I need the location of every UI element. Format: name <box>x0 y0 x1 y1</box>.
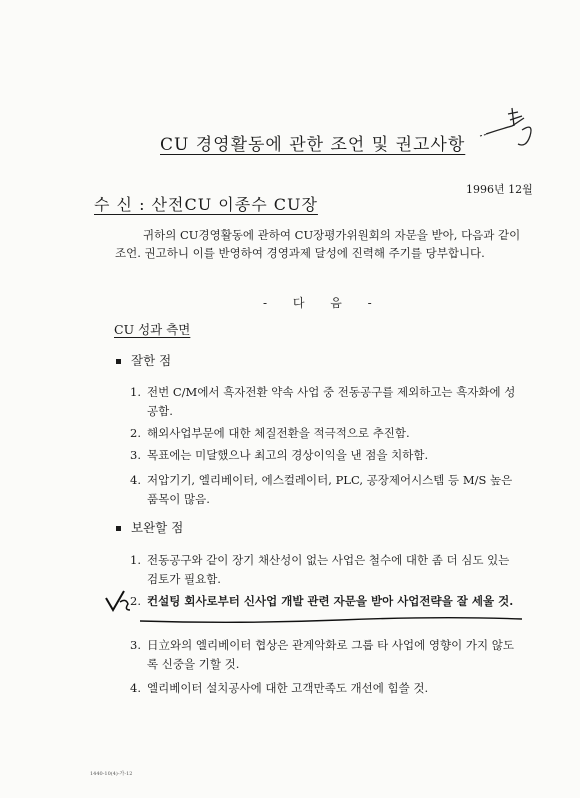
list-item <box>130 551 520 589</box>
damum-heading: - 다 음 - <box>263 296 374 310</box>
item-number: 1. <box>130 553 141 567</box>
list-item <box>130 471 520 509</box>
item-text: 엘리베이터 설치공사에 대한 고객만족도 개선에 힘쓸 것. <box>147 681 429 695</box>
document-title: CU 경영활동에 관한 조언 및 권고사항 <box>160 135 466 155</box>
improvements-heading <box>116 518 183 536</box>
item-number: 3. <box>130 448 141 462</box>
item-number: 4. <box>130 681 141 695</box>
form-footer-code: 1440-10(4)-가-12 <box>90 771 133 777</box>
strengths-heading <box>116 351 171 369</box>
item-text: 컨설팅 회사로부터 신사업 개발 관련 자문을 받아 사업전략을 잘 세울 것. <box>147 594 514 608</box>
item-number: 4. <box>130 473 141 487</box>
square-bullet-icon <box>116 359 121 364</box>
item-text: 저압기기, 엘리베이터, 에스컬레이터, PLC, 공장제어시스템 등 M/S 높은 품목이 많음. <box>147 473 513 506</box>
section-heading: CU 성과 측면 <box>114 322 191 337</box>
list-item <box>130 636 520 674</box>
list-item <box>130 424 520 443</box>
item-text: 전동공구와 같이 장기 채산성이 없는 사업은 철수에 대한 좀 더 심도 있는 검토가 필요함. <box>147 553 510 586</box>
improvements-heading-label: 보완할 점 <box>131 520 184 535</box>
list-item <box>130 446 520 465</box>
recipient-line: 수 신 : 산전CU 이종수 CU장 <box>94 195 318 214</box>
intro-text: 귀하의 CU경영활동에 관하여 CU장평가위원회의 자문을 받아, 다음과 같이 조언. 권고하니 이를 반영하여 경영과제 달성에 진력해 주기를 당부합니다. <box>115 228 521 260</box>
item-text: 목표에는 미달했으나 최고의 경상이익을 낸 점을 치하함. <box>147 448 429 462</box>
list-item-highlighted <box>130 592 520 611</box>
list-item <box>130 383 520 421</box>
handwritten-signature <box>478 100 548 160</box>
item-text: 전번 C/M에서 흑자전환 약속 사업 중 전동공구를 제외하고는 흑자화에 성공함. <box>147 385 516 418</box>
square-bullet-icon <box>116 526 121 531</box>
intro-paragraph <box>115 226 525 262</box>
item-number: 2. <box>130 426 141 440</box>
item-number: 1. <box>130 385 141 399</box>
document-date: 1996년 12월 <box>466 183 533 196</box>
item-number: 3. <box>130 638 141 652</box>
list-item <box>130 679 520 698</box>
item-text: 해외사업부문에 대한 체질전환을 적극적으로 추진함. <box>147 426 410 440</box>
strengths-heading-label: 잘한 점 <box>131 353 172 368</box>
item-text: 日立와의 엘리베이터 협상은 관계악화로 그룹 타 사업에 영향이 가지 않도록 신중을 기할 것. <box>147 638 514 671</box>
handwritten-underline <box>140 616 522 626</box>
item-number: 2. <box>130 594 141 608</box>
